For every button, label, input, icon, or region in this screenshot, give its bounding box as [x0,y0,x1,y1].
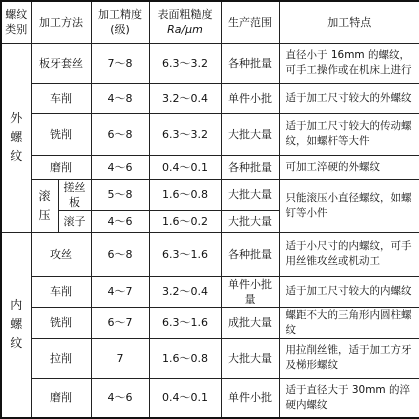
table-row [1,232,419,276]
cell-scope: 大批大量 [221,179,279,210]
cell-roughness: 1.6～0.2 [149,210,221,232]
table-row [1,179,419,210]
cell-method: 磨削 [31,155,91,179]
cell-scope: 单件小批 [221,378,279,418]
cell-scope: 单件小批量 [221,276,279,307]
cell-features: 可加工淬硬的外螺纹 [279,155,419,179]
cell-roughness: 0.4～0.1 [149,155,221,179]
cell-scope: 各种批量 [221,232,279,276]
cell-features: 只能滚压小直径螺纹，如螺钉等小件 [279,179,419,232]
cell-scope: 大批大量 [221,338,279,378]
header-method: 加工方法 [31,1,91,43]
category-external: 外 螺 纹 [1,43,31,232]
header-precision: 加工精度(级) [91,1,149,43]
cell-method: 铣削 [31,113,91,155]
category-internal: 内 螺 纹 [1,232,31,418]
table-row [1,276,419,307]
cell-precision: 5～8 [91,179,149,210]
cell-method: 磨削 [31,378,91,418]
table-row [1,113,419,155]
cell-scope: 各种批量 [221,155,279,179]
cell-features: 适于加工尺寸较大的传动螺纹，如螺杆等大件 [279,113,419,155]
cell-roughness: 0.4～0.1 [149,378,221,418]
cell-features: 适于直径大于 30mm 的淬硬内螺纹 [279,378,419,418]
header-roughness-line2: Ra/μm [167,23,203,37]
cell-roughness: 6.3～1.6 [149,307,221,338]
cell-roughness: 6.3～3.2 [149,43,221,83]
cell-scope: 各种批量 [221,43,279,83]
table-row [1,338,419,378]
cell-precision: 6～7 [91,307,149,338]
header-category: 螺纹类别 [1,1,31,43]
cell-features: 直径小于 16mm 的螺纹，可手工操作或在机床上进行 [279,43,419,83]
cell-precision: 4～7 [91,276,149,307]
cell-features: 螺距不大的三角形内圆柱螺纹 [279,307,419,338]
cell-roughness: 3.2～0.4 [149,276,221,307]
table-row [1,83,419,113]
table-row [1,155,419,179]
cell-method: 车削 [31,276,91,307]
cell-method: 搓丝板 [58,179,91,210]
cell-features: 用拉削丝锥，适于加工方牙及梯形螺纹 [279,338,419,378]
cell-method: 攻丝 [31,232,91,276]
cell-method: 滚子 [58,210,91,232]
cell-precision: 6～8 [91,232,149,276]
cell-method: 车削 [31,83,91,113]
cell-scope: 成批大量 [221,307,279,338]
cell-roughness: 1.6～0.8 [149,338,221,378]
table-row [1,307,419,338]
cell-precision: 7～8 [91,43,149,83]
header-features: 加工特点 [279,1,419,43]
cell-method: 板牙套丝 [31,43,91,83]
cell-precision: 7 [91,338,149,378]
cell-precision: 4～6 [91,378,149,418]
cell-method: 铣削 [31,307,91,338]
cell-precision: 6～8 [91,113,149,155]
table-row [1,43,419,83]
table-row [1,378,419,418]
cell-roughness: 6.3～3.2 [149,113,221,155]
header-roughness [149,1,221,43]
cell-scope: 大批大量 [221,210,279,232]
cell-features: 适于加工尺寸较大的内螺纹 [279,276,419,307]
cell-scope: 单件小批 [221,83,279,113]
cell-precision: 4～8 [91,83,149,113]
cell-precision: 4～6 [91,210,149,232]
header-roughness-line1: 表面粗糙度 [157,8,213,22]
rolling-group-label: 滚 压 [31,179,58,232]
cell-roughness: 1.6～0.8 [149,179,221,210]
cell-precision: 4～6 [91,155,149,179]
header-scope: 生产范围 [221,1,279,43]
cell-method: 拉削 [31,338,91,378]
cell-roughness: 3.2～0.4 [149,83,221,113]
cell-features: 适于小尺寸的内螺纹，可手用丝锥攻丝或机动工 [279,232,419,276]
cell-features: 适于加工尺寸较大的外螺纹 [279,83,419,113]
cell-roughness: 6.3～1.6 [149,232,221,276]
header-row [1,1,419,43]
cell-scope: 大批大量 [221,113,279,155]
